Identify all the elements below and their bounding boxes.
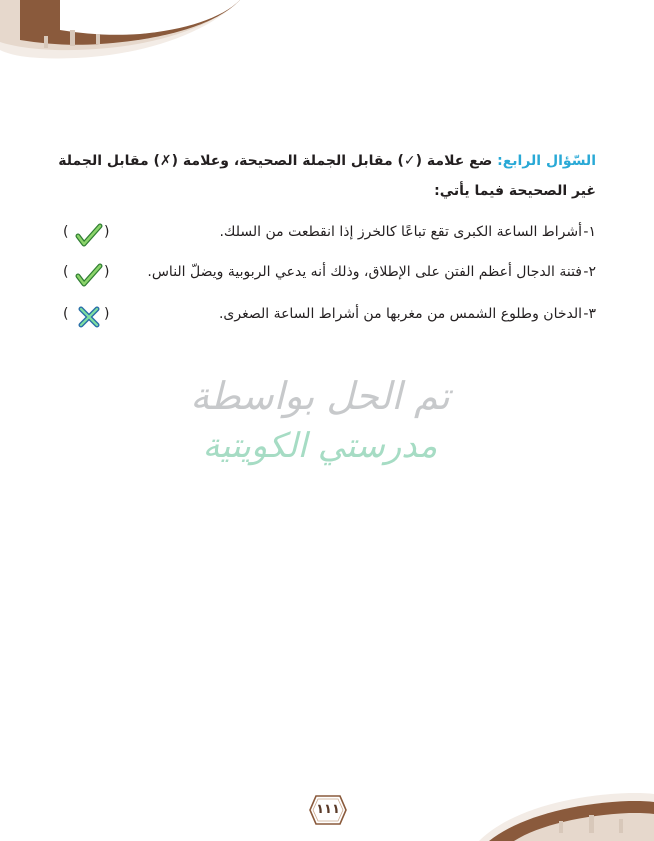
watermark-line-2: مدرستي الكويتية	[202, 426, 438, 466]
item-number: ١-	[583, 224, 596, 240]
page-number: ١١١	[316, 802, 340, 817]
cross-mark-icon	[74, 304, 104, 330]
item-text: الدخان وطلوع الشمس من مغربها من أشراط الساعة الصغرى.	[218, 306, 582, 322]
question-prompt: ضع علامة (✓) مقابل الجملة الصحيحة، وعلامة (✗) مقابل الجملة غير الصحيحة فيما يأتي:	[58, 153, 596, 199]
answer-paren-open: (	[104, 224, 110, 240]
answer-paren-open: (	[104, 306, 110, 322]
answer-paren-close: )	[63, 224, 69, 240]
check-mark-icon	[74, 262, 104, 288]
bottom-right-corner-ornament	[479, 791, 654, 841]
statement-item-3	[58, 304, 596, 330]
page-number-badge	[308, 794, 348, 826]
answer-paren-close: )	[63, 306, 69, 322]
item-text: أشراط الساعة الكبرى تقع تباعًا كالخرز إذا انقطعت من السلك.	[219, 224, 582, 240]
solution-watermark	[140, 370, 500, 480]
item-number: ٢-	[583, 264, 596, 280]
top-left-corner-ornament	[0, 0, 240, 62]
statement-item-1	[58, 222, 596, 248]
answer-paren-open: (	[104, 264, 110, 280]
item-number: ٣-	[583, 306, 596, 322]
question-label: السّؤال الرابع:	[497, 153, 596, 169]
item-text: فتنة الدجال أعظم الفتن على الإطلاق، وذلك أنه يدعي الربوبية ويضلّ الناس.	[147, 264, 582, 280]
answer-paren-close: )	[63, 264, 69, 280]
check-mark-icon	[74, 222, 104, 248]
watermark-line-1: تم الحل بواسطة	[190, 374, 450, 418]
question-heading	[58, 146, 596, 206]
statement-item-2	[58, 262, 596, 288]
